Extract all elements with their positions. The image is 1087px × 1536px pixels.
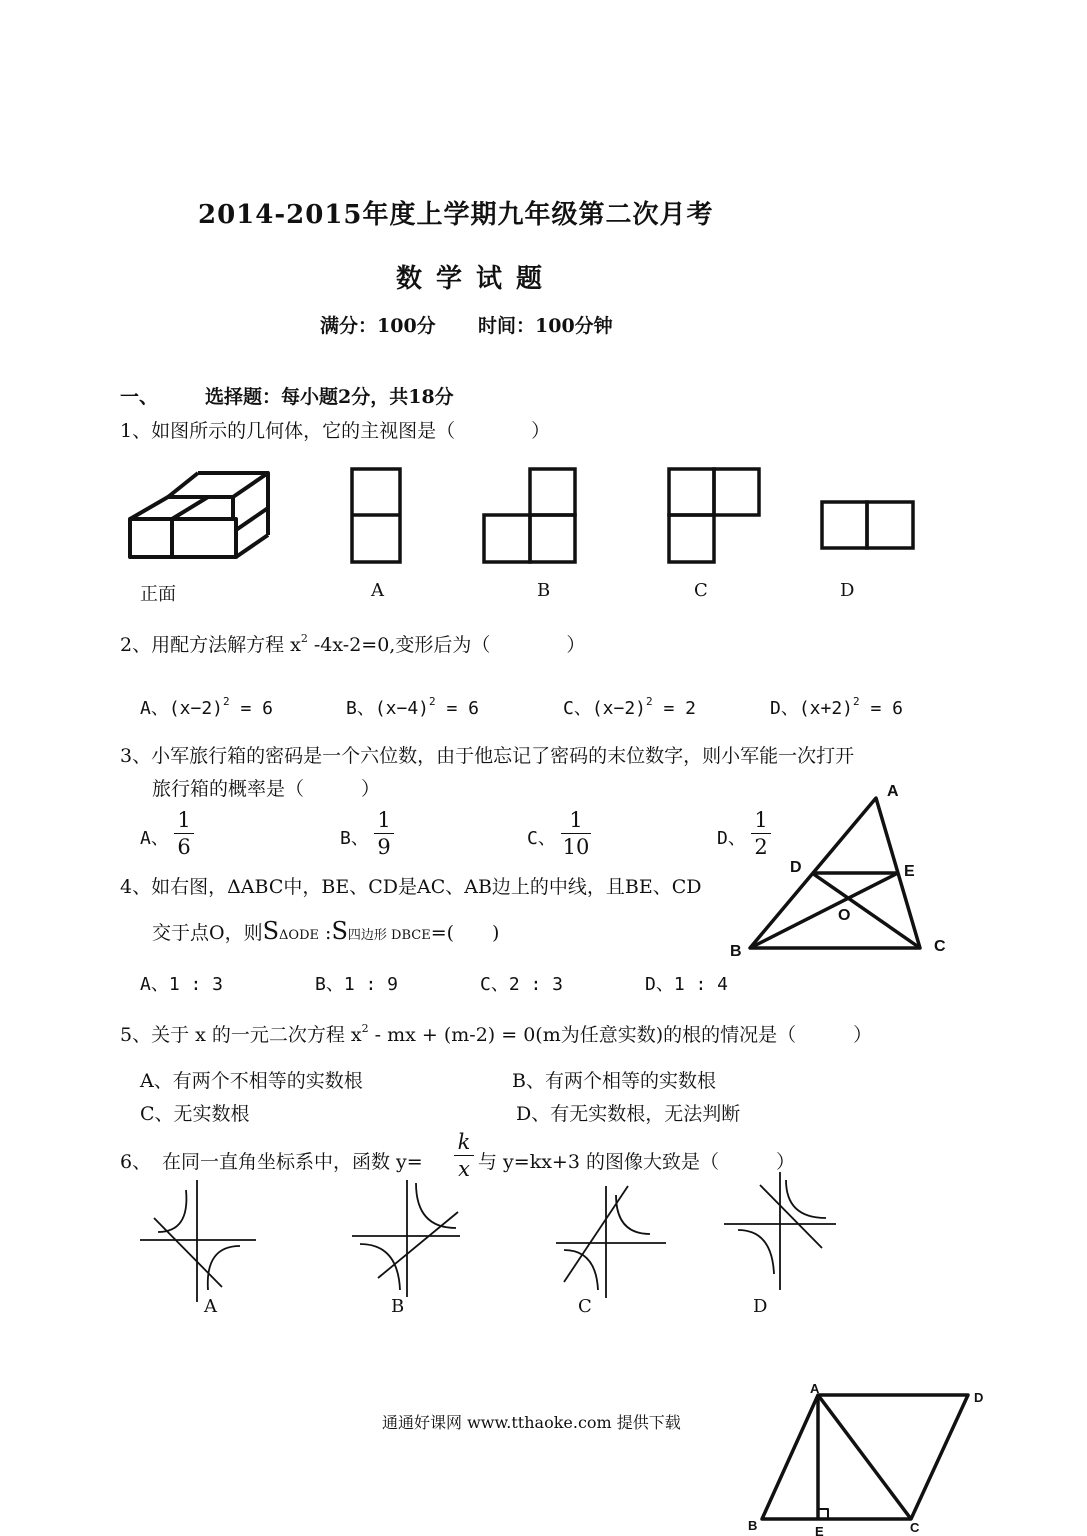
q6-graph-a: [140, 1180, 256, 1302]
q5-option-d: D、有无实数根，无法判断: [516, 1103, 741, 1125]
q4-triangle-figure: [750, 798, 920, 948]
q6-graph-b: [352, 1180, 460, 1297]
q4-point-c: C: [934, 938, 946, 955]
footer-text: 通通好课网 www.tthaoke.com 提供下载: [382, 1413, 681, 1432]
q3-line2: 旅行箱的概率是（ ）: [152, 778, 381, 800]
q1-option-c-figure: [669, 469, 759, 562]
full-score: 满分：100分: [320, 315, 436, 337]
q2-text: 2、用配方法解方程 $x^2$ -4x-2=0,变形后为（ ）: [120, 631, 586, 656]
q1-option-b: B: [537, 580, 551, 601]
q4-point-d: D: [790, 859, 802, 876]
q2-option-c: C、$(x-2)^2 = 2$: [563, 695, 697, 719]
q3-option-b-label: B、: [340, 828, 369, 849]
exam-time: 时间：100分钟: [478, 315, 613, 337]
q6-fraction: k x: [454, 1130, 474, 1181]
q3-option-c-fraction: 1 10: [562, 808, 590, 859]
bottom-point-e: E: [815, 1524, 824, 1536]
q4-option-b: B、1 : 9: [315, 974, 399, 995]
q4-line1: 4、如右图，ΔABC中，BE、CD是AC、AB边上的中线，且BE、CD: [120, 876, 702, 898]
q6-option-c: C: [578, 1296, 592, 1317]
q6-text-after: 与 y=kx+3 的图像大致是（ ）: [478, 1151, 795, 1173]
bottom-point-d: D: [974, 1390, 984, 1405]
q5-option-b: B、有两个相等的实数根: [512, 1070, 716, 1092]
q6-option-a: A: [204, 1296, 217, 1317]
q4-point-o: O: [838, 907, 851, 924]
q6-number: 6、: [120, 1151, 152, 1173]
q3-option-d-label: D、: [717, 828, 746, 849]
q5-option-a: A、有两个不相等的实数根: [140, 1070, 363, 1092]
q4-point-e: E: [904, 863, 915, 880]
bottom-point-b: B: [748, 1518, 758, 1533]
q6-graph-d: [724, 1172, 836, 1290]
section-number: 一、: [120, 386, 159, 408]
q2-option-a: A、$(x-2)^2 = 6$: [140, 695, 274, 719]
exam-subtitle: 数学试题: [396, 264, 557, 294]
q2-option-d: D、$(x+2)^2 = 6$: [770, 695, 904, 719]
q4-point-b: B: [730, 943, 742, 960]
q4-line2: 交于点O，则SΔODE :S四边形 DBCE=( ): [152, 917, 500, 945]
q1-option-b-figure: [484, 469, 575, 562]
q6-text-before: 在同一直角坐标系中，函数 y=: [162, 1151, 423, 1173]
q1-option-a-figure: [352, 469, 400, 562]
section-heading: 选择题：每小题2分，共18分: [205, 386, 454, 408]
q3-option-c-label: C、: [527, 828, 556, 849]
q1-solid-figure: [130, 473, 268, 557]
q1-option-d: D: [840, 580, 855, 601]
q3-option-b-fraction: 1 9: [374, 808, 394, 859]
bottom-point-a: A: [810, 1381, 820, 1396]
q1-figure-label: 正面: [140, 584, 176, 605]
q6-option-d: D: [753, 1296, 768, 1317]
q1-text: 1、如图所示的几何体，它的主视图是（ ）: [120, 420, 551, 442]
q1-option-c: C: [694, 580, 708, 601]
q1-option-a: A: [371, 580, 384, 601]
q6-option-b: B: [391, 1296, 405, 1317]
q2-option-b: B、$(x-4)^2 = 6$: [346, 695, 480, 719]
q4-option-c: C、2 : 3: [480, 974, 564, 995]
q4-option-a: A、1 : 3: [140, 974, 224, 995]
q4-point-a: A: [887, 783, 899, 800]
q1-option-d-figure: [822, 502, 913, 548]
q5-option-c: C、无实数根: [140, 1103, 250, 1125]
exam-title: 2014-2015年度上学期九年级第二次月考: [198, 200, 714, 230]
q3-option-a-label: A、: [140, 828, 169, 849]
q4-option-d: D、1 : 4: [645, 974, 729, 995]
q5-text: 5、关于 x 的一元二次方程 $x^2$ - mx + (m-2) = 0(m为任意实数)的根的情况是（ ）: [120, 1021, 873, 1046]
q6-graph-c: [556, 1186, 666, 1298]
q3-option-a-fraction: 1 6: [174, 808, 194, 859]
q3-line1: 3、小军旅行箱的密码是一个六位数，由于他忘记了密码的末位数字，则小军能一次打开: [120, 745, 855, 767]
bottom-parallelogram-figure: [762, 1395, 968, 1519]
q3-option-d-fraction: 1 2: [751, 808, 771, 859]
bottom-point-c: C: [910, 1520, 920, 1535]
